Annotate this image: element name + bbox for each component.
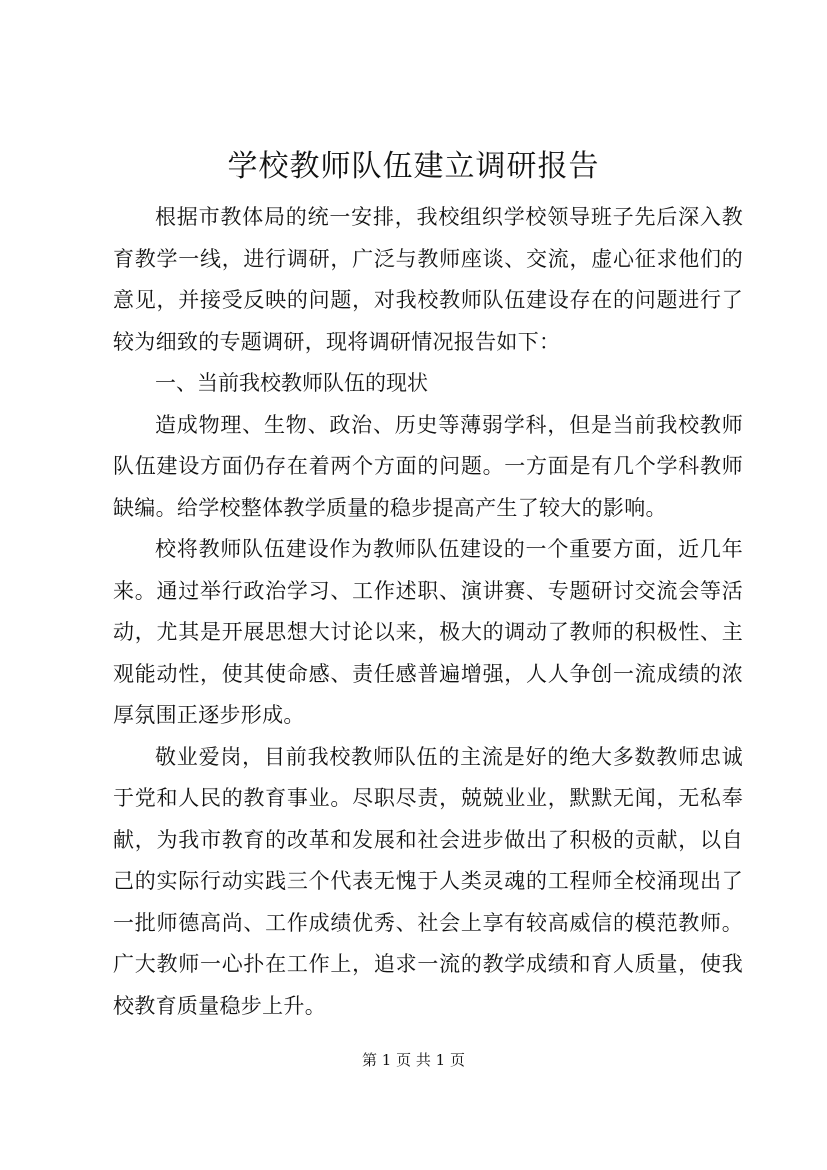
section-heading-current-status: 一、当前我校教师队伍的现状 xyxy=(155,371,428,395)
paragraph-team-building: 校将教师队伍建设作为教师队伍建设的一个重要方面，近几年来。通过举行政治学习、工作述职、演讲赛、专题研讨交流会等活动，尤其是开展思想大讨论以来，极大的调动了教师的积极性、主观能动性，使其使命感、责任感普遍增强，人人争创一流成绩的浓厚氛围正逐步形成。 xyxy=(113,537,743,727)
document-body xyxy=(113,197,743,1027)
paragraph-intro: 根据市教体局的统一安排，我校组织学校领导班子先后深入教育教学一线，进行调研，广泛与教师座谈、交流，虚心征求他们的意见，并接受反映的问题，对我校教师队伍建设存在的问题进行了较为细致的专题调研，现将调研情况报告如下： xyxy=(113,205,743,354)
document-title: 学校教师队伍建立调研报告 xyxy=(227,149,600,184)
page-number-footer: 第 1 页 共 1 页 xyxy=(362,1051,465,1069)
paragraph-weak-subjects: 造成物理、生物、政治、历史等薄弱学科，但是当前我校教师队伍建设方面仍存在着两个方面的问题。一方面是有几个学科教师缺编。给学校整体教学质量的稳步提高产生了较大的影响。 xyxy=(113,412,743,520)
paragraph-dedication: 敬业爱岗，目前我校教师队伍的主流是好的绝大多数教师忠诚于党和人民的教育事业。尽职尽责，兢兢业业，默默无闻，无私奉献，为我市教育的改革和发展和社会进步做出了积极的贡献，以自己的实际行动实践三个代表无愧于人类灵魂的工程师全校涌现出了一批师德高尚、工作成绩优秀、社会上享有较高威信的模范教师。广大教师一心扑在工作上，追求一流的教学成绩和育人质量，使我校教育质量稳步上升。 xyxy=(113,744,743,1018)
